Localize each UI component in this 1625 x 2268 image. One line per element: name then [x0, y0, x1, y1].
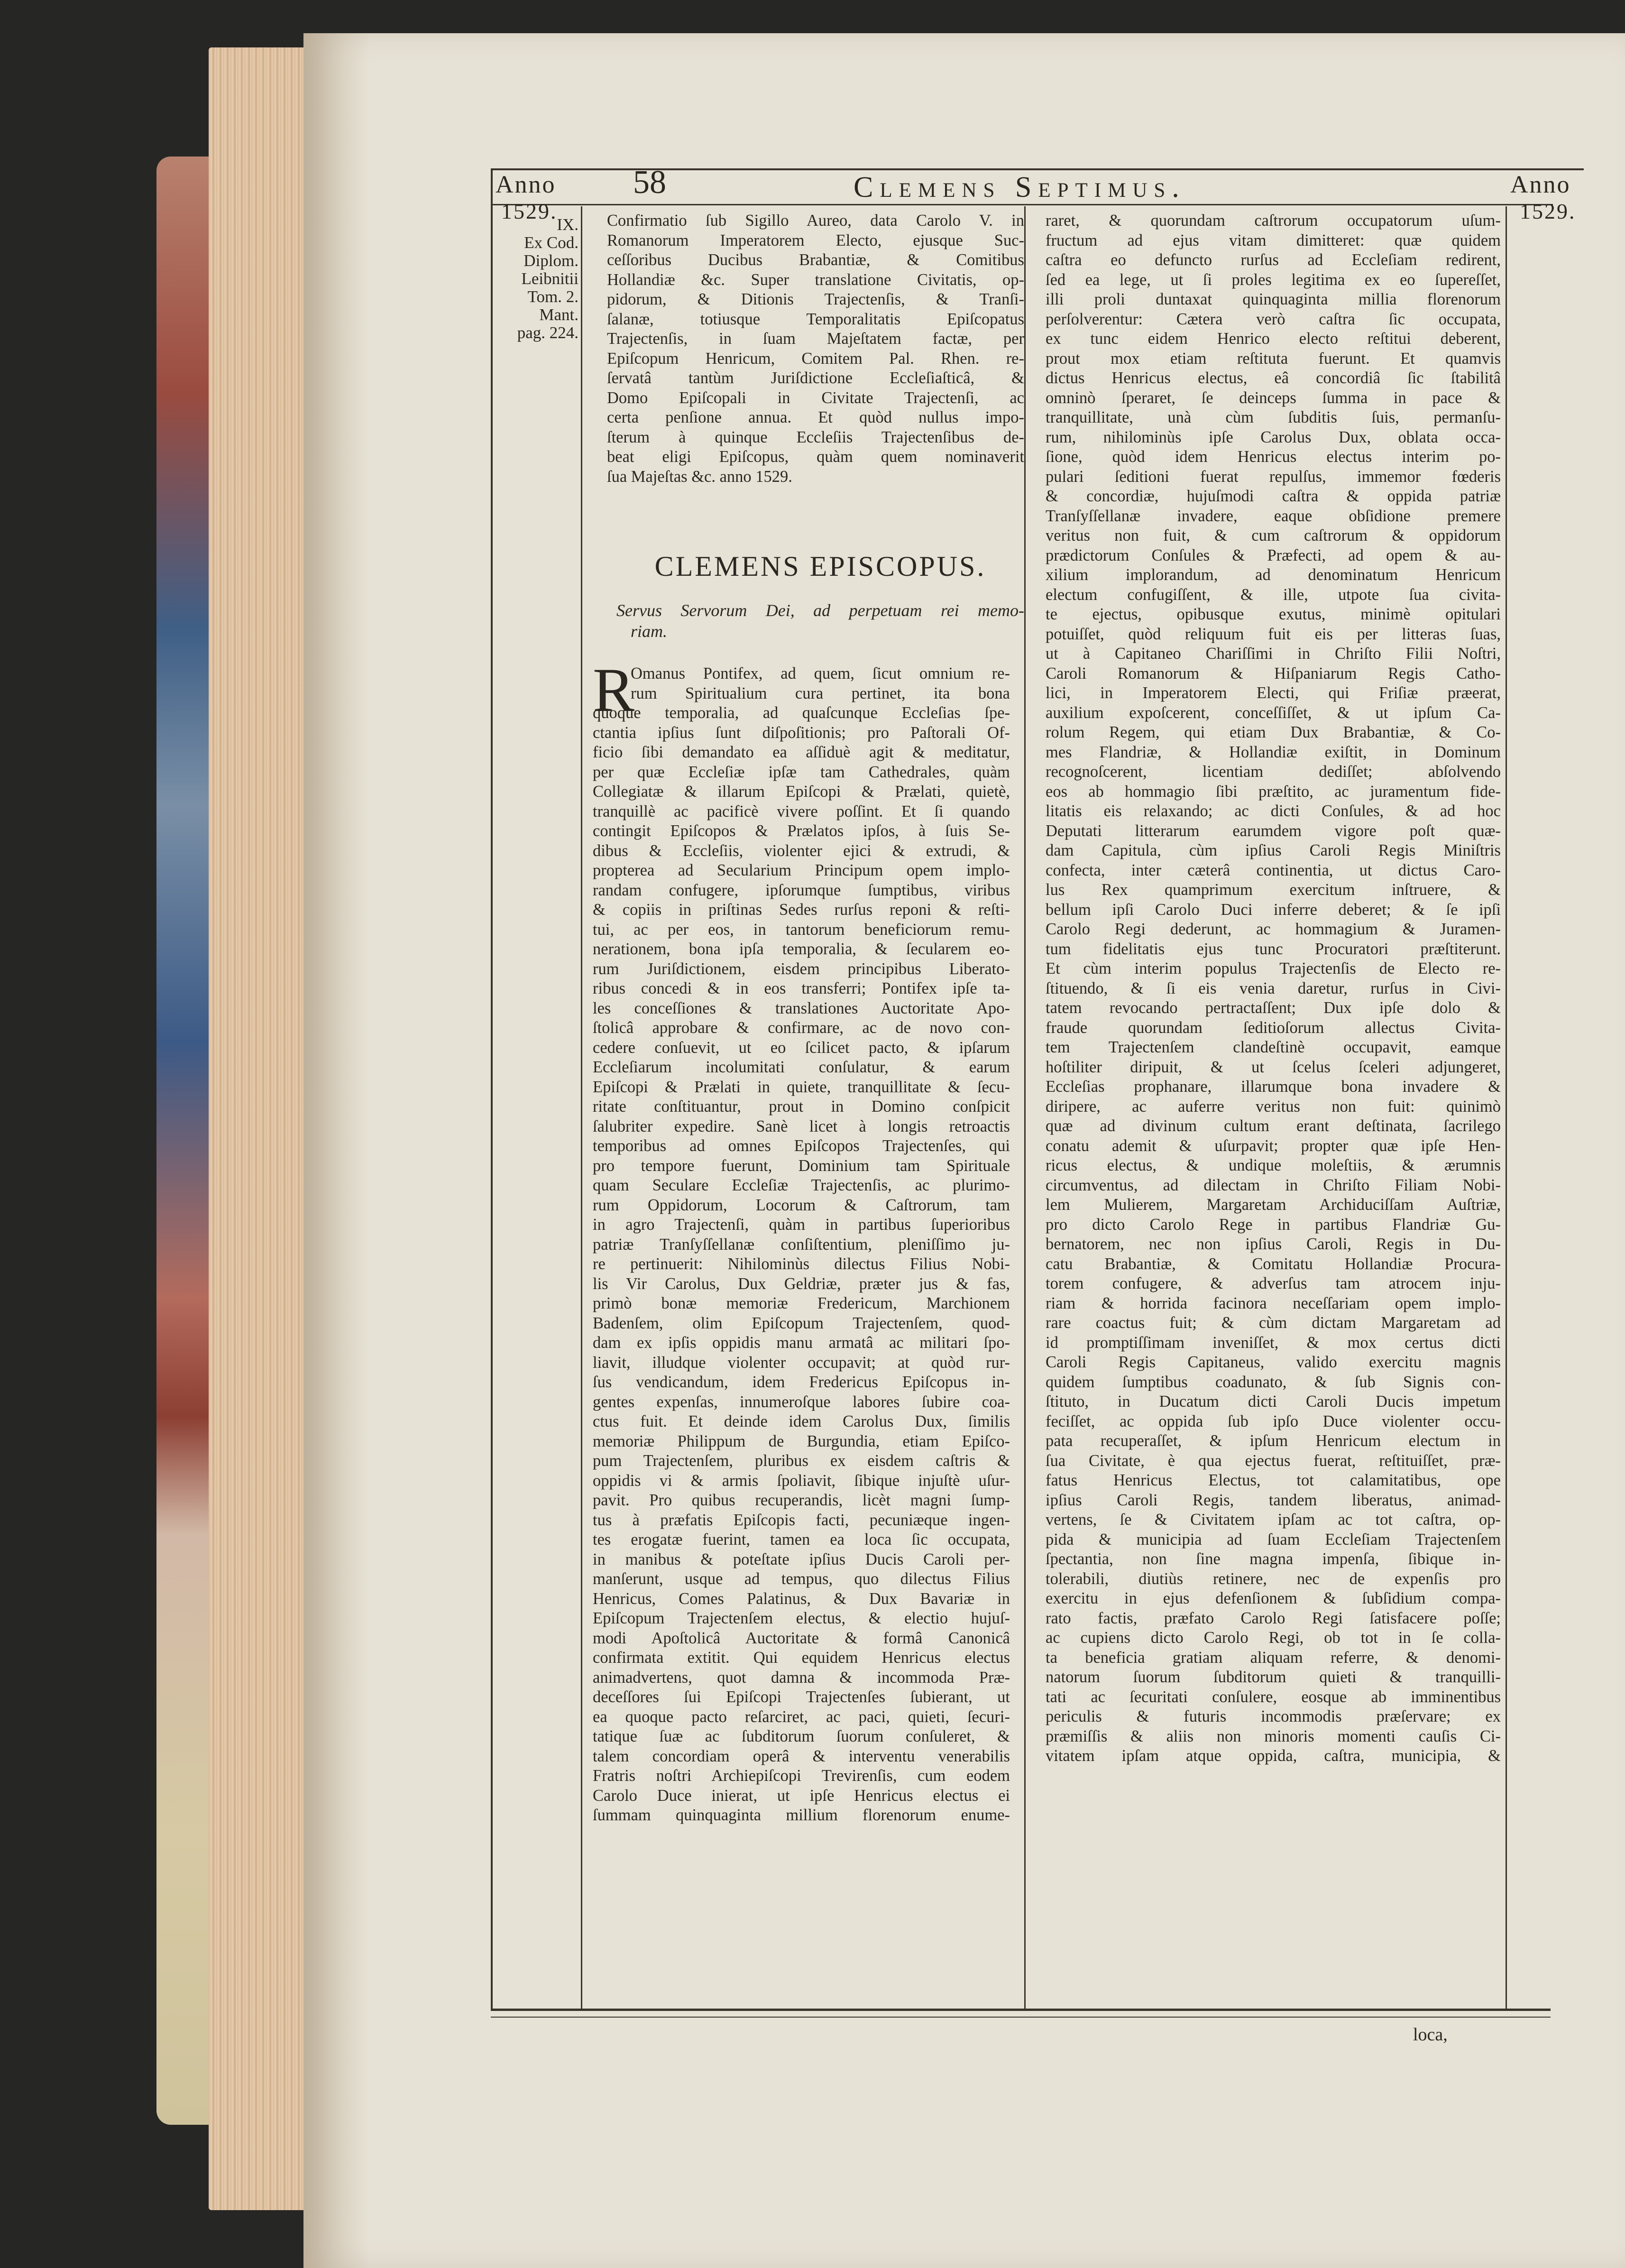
margin-note	[498, 216, 578, 342]
frame-rule-bottom-thin	[491, 2017, 1551, 2018]
body-line: riam & horrida facinora neceſſariam opem implo-	[1046, 1294, 1501, 1312]
margin-note-line: pag. 224.	[517, 323, 578, 342]
summary-line: ſterum à quinque Eccleſiis Trajectenſibus de-	[607, 428, 1024, 446]
body-line: ut à Capitaneo Chariſſimi in Chriſto Filii Noſtri,	[1046, 645, 1501, 663]
body-line: Badenſem, olim Epiſcopum Trajectenſem, quod-	[593, 1314, 1010, 1332]
subheading-line: Servus Servorum Dei, ad perpetuam rei memo-	[616, 601, 1024, 620]
body-line: Carolo Regi dederunt, ac hommagium & Juramen-	[1046, 920, 1501, 938]
body-line: animadvertens, quot damna & incommoda Præ-	[593, 1668, 1010, 1687]
gutter-shadow	[303, 33, 370, 2268]
body-line: ſtolicâ approbare & confirmare, ac de novo con-	[593, 1019, 1010, 1037]
body-line: feciſſet, ac oppida ſub ipſo Duce violenter occu-	[1046, 1412, 1501, 1430]
body-line: dibus & Eccleſiis, violenter ejici & extrudi, &	[593, 841, 1010, 860]
summary-line: ſua Majeſtas &c. anno 1529.	[607, 467, 792, 486]
body-line: les conceſſiones & translationes Auctoritate Apo-	[593, 999, 1010, 1017]
margin-note-line: Ex Cod.	[524, 233, 578, 252]
body-line: Et cùm interim populus Trajectenſis de Electo re-	[1046, 959, 1501, 977]
body-line: Caroli Romanorum & Hiſpaniarum Regis Catho-	[1046, 664, 1501, 682]
body-line: illi proli duntaxat quinquaginta millia florenorum	[1046, 290, 1501, 308]
body-line: lus Rex quamprimum exercitum inſtruere, &	[1046, 881, 1501, 899]
summary-block	[607, 211, 1024, 487]
body-line: lis Vir Carolus, Dux Geldriæ, præter jus & fas,	[593, 1274, 1010, 1293]
body-line: pata recuperaſſet, & ipſum Henricum electum in	[1046, 1432, 1501, 1450]
body-line: potuiſſet, quòd reliquum fuit eis per litteras ſuas,	[1046, 625, 1501, 643]
body-line: Deputati litterarum earumdem vigore poſt quæ-	[1046, 821, 1501, 840]
body-line: gentes expenſas, innumeroſque labores ſubire coa-	[593, 1392, 1010, 1411]
body-line: rum Juriſdictionem, eisdem principibus Liberato-	[593, 959, 1010, 978]
anno-right-label: Anno	[1510, 171, 1571, 198]
body-line: tatique ſuæ ac ſubditorum ſuorum conſuleret, &	[593, 1727, 1010, 1745]
body-line: lem Mulierem, Margaretam Archiduciſſam Auſtriæ,	[1046, 1196, 1501, 1214]
body-line: vitatem ipſam atque oppida, caſtra, municipia, &	[1046, 1747, 1501, 1765]
body-line: Henricus, Comes Palatinus, & Dux Bavariæ in	[593, 1589, 1010, 1608]
body-line: confirmata extitit. Qui equidem Henricus electus	[593, 1649, 1010, 1667]
body-line: fraude quorundam ſeditioſorum allectus Civita-	[1046, 1018, 1501, 1037]
body-line: rum, nihilominùs ipſe Carolus Dux, oblata occa-	[1046, 428, 1501, 446]
body-line: Caroli Regis Capitaneus, valido exercitu magnis	[1046, 1353, 1501, 1371]
body-line: pida & municipia ad ſuam Eccleſiam Trajectenſem	[1046, 1530, 1501, 1549]
body-line: tranquillitate, unà cùm ſubditis ſuis, permanſu-	[1046, 408, 1501, 426]
body-line: id promptiſſimam inveniſſet, & mox certus dicti	[1046, 1333, 1501, 1352]
catchword: loca,	[1413, 2025, 1448, 2045]
body-line: Carolo Duce inierat, ut ipſe Henricus electus ei	[593, 1786, 1010, 1805]
body-line: temporibus ad omnes Epiſcopos Trajectenſes, qui	[593, 1137, 1010, 1155]
body-line: ſus vendicandum, idem Fredericus Epiſcopus in-	[593, 1373, 1010, 1391]
body-line: ſalubriter expedire. Sanè licet à longis retroactis	[593, 1117, 1010, 1135]
summary-line: Romanorum Imperatorem Electo, ejusque Suc-	[607, 231, 1024, 249]
body-line: tolerabili, diutiùs retinere, nec de expenſis pro	[1046, 1569, 1501, 1588]
body-line: talem concordiam operâ & interventu venerabilis	[593, 1747, 1010, 1765]
body-line: patriæ Tranſyſſellanæ conſiſtentium, pleniſſimo ju-	[593, 1235, 1010, 1254]
body-line: rum Spiritualium cura pertinet, ita bona	[631, 684, 1010, 702]
body-line: Fratris noſtri Archiepiſcopi Trevirenſis, cum eodem	[593, 1767, 1010, 1785]
body-line: ſione, quòd idem Henricus electus interim po-	[1046, 448, 1501, 466]
body-line: natorum ſuorum ſubditorum quieti & tranquilli-	[1046, 1668, 1501, 1686]
body-line: caſtra eo defuncto rurſus ad Eccleſiam redirent,	[1046, 251, 1501, 269]
body-line: præmiſſis & aliis non minoris momenti cauſis Ci-	[1046, 1727, 1501, 1745]
body-line: Collegiatæ & illarum Epiſcopi & Prælati, quietè,	[593, 783, 1010, 801]
body-line: rato factis, præfato Carolo Regi ſatisfacere poſſe;	[1046, 1609, 1501, 1627]
margin-column-rule	[581, 206, 582, 2009]
body-line: ſtituto, in Ducatum dicti Caroli Ducis impetum	[1046, 1392, 1501, 1411]
body-line: raret, & quorundam caſtrorum occupatorum uſum-	[1046, 212, 1501, 230]
body-line: hoſtiliter diripuit, & ut ſcelus ſceleri adjungeret,	[1046, 1058, 1501, 1076]
body-line: Epiſcopi & Prælati in quiete, tranquillitate & ſecu-	[593, 1078, 1010, 1096]
body-line: ctantia ipſius ſunt diſpoſitionis; pro Paſtorali Of-	[593, 723, 1010, 742]
body-line: & concordiæ, hujuſmodi caſtra & oppida patriæ	[1046, 487, 1501, 505]
body-line: ſpectantia, non ſine magna impenſa, ſibique in-	[1046, 1550, 1501, 1568]
body-line: pavit. Pro quibus recuperandis, licèt magni ſump-	[593, 1491, 1010, 1509]
body-line: rare coactus fuit; & cùm dictam Margaretam ad	[1046, 1314, 1501, 1332]
body-line: tranquillè ac pacificè vivere poſſint. Et ſi quando	[593, 802, 1010, 821]
summary-line: ceſſoribus Ducibus Brabantiæ, & Comitibus	[607, 251, 1024, 269]
body-line: Omanus Pontifex, ad quem, ſicut omnium re-	[631, 664, 1010, 682]
body-line: bernatorem, nec non ipſius Caroli, Regis in Du-	[1046, 1235, 1501, 1253]
body-line: veritus non fuit, & cum caſtrorum & oppidorum	[1046, 526, 1501, 544]
body-line: vertens, ſe & Civitatem ipſam ac tot caſtra, op-	[1046, 1511, 1501, 1529]
body-line: bellum ipſi Carolo Duci inferre deberet; & ſe ipſi	[1046, 900, 1501, 919]
summary-line: Domo Epiſcopali in Civitate Trajectenſi, ac	[607, 388, 1024, 407]
body-line: Eccleſias prophanare, illarumque bona invadere &	[1046, 1078, 1501, 1096]
body-line: lici, in Imperatorem Electi, qui Friſiæ præerat,	[1046, 684, 1501, 702]
body-line: circumventus, ad dilectam in Chriſto Filiam Nobi-	[1046, 1176, 1501, 1194]
body-line: tes erogatæ fuerint, tamen ea loca ſic occupata,	[593, 1530, 1010, 1549]
body-line: ſummam quinquaginta millium florenorum enume-	[593, 1806, 1010, 1824]
body-line: prout mox etiam reſtituta fuerunt. Et quamvis	[1046, 349, 1501, 368]
center-column-rule	[1024, 206, 1026, 2009]
body-line: ſtituendo, & ſi eis venia daretur, rurſus in Civi-	[1046, 979, 1501, 997]
body-line: eos ab hommagio ſibi præſtito, ac juramentum fide-	[1046, 782, 1501, 801]
body-line: ac cupiens dicto Carolo Regi, ob tot in ſe colla-	[1046, 1629, 1501, 1647]
body-line: tus à præfatis Epiſcopis facti, pecuniæque ingen-	[593, 1511, 1010, 1529]
body-line: re pertinuerit: Nihilominùs dilectus Filius Nobi-	[593, 1255, 1010, 1273]
margin-note-line: Tom. 2.	[527, 287, 578, 306]
body-line: pulari ſeditioni fuerat repulſus, immemor fœderis	[1046, 467, 1501, 486]
body-line: tem Trajectenſem clandeſtinè occupavit, eamque	[1046, 1038, 1501, 1056]
running-title: Clemens Septimus.	[854, 171, 1186, 203]
body-line: fructum ad ejus vitam dimitteret: quæ quidem	[1046, 231, 1501, 249]
frame-rule-bottom	[491, 2009, 1551, 2011]
body-line: dictus Henricus electus, eâ concordiâ ſic ſtabilitâ	[1046, 369, 1501, 387]
summary-line: Trajectenſis, in ſuam Majeſtatem factæ, per	[607, 330, 1024, 348]
body-line: ricus electus, & undique moleſtiis, & ærumnis	[1046, 1156, 1501, 1174]
body-line: perſolverentur: Cætera verò caſtra ſic occupata,	[1046, 310, 1501, 328]
summary-line: beat eligi Epiſcopus, quàm quem nominaverit	[607, 448, 1024, 466]
body-line: pro tempore fuerunt, Dominium tam Spirituale	[593, 1156, 1010, 1175]
body-left-column	[593, 655, 1024, 1825]
anno-right	[1510, 172, 1586, 225]
body-line: mes Flandriæ, & Hollandiæ exiſtit, in Dominum	[1046, 743, 1501, 761]
section-subheading	[616, 600, 1024, 642]
margin-note-line: Leibnitii	[521, 269, 578, 288]
body-line: oppidis vi & armis ſpoliavit, ſibique injuſtè uſur-	[593, 1471, 1010, 1490]
body-line: xilium implorandum, ad denominatum Henricum	[1046, 566, 1501, 584]
body-line: manſerunt, usque ad tempus, quo dilectus Filius	[593, 1570, 1010, 1588]
summary-line: Epiſcopum Henricum, Comitem Pal. Rhen. re-	[607, 349, 1024, 368]
summary-line: pidorum, & Ditionis Trajectenſis, & Tranſi-	[607, 290, 1024, 308]
body-line: omninò ſperaret, ſe deinceps ſumma in pace &	[1046, 388, 1501, 407]
body-line: recognoſcerent, licentiam dediſſet; abſolvendo	[1046, 763, 1501, 781]
page-number: 58	[633, 164, 666, 201]
body-line: confecta, inter cæterâ continentia, ut dictus Caro-	[1046, 861, 1501, 879]
summary-line: certa penſione annua. Et quòd nullus impo-	[607, 408, 1024, 426]
margin-note-line: Mant.	[539, 305, 578, 324]
summary-line: ſalanæ, totiusque Temporalitatis Epiſcopatus	[607, 310, 1024, 328]
body-line: & copiis in priſtinas Sedes rurſus reponi & reſti-	[593, 901, 1010, 919]
anno-left-year: 1529.	[501, 199, 558, 223]
body-line: pro dicto Carolo Rege in partibus Flandriæ Gu-	[1046, 1215, 1501, 1234]
body-line: quidem ſumptibus coadunato, & ſub Signis con-	[1046, 1373, 1501, 1391]
body-line: per quæ Eccleſiæ ipſæ tam Cathedrales, quàm	[593, 763, 1010, 781]
body-line: torem confugere, & adverſus tam atrocem inju-	[1046, 1274, 1501, 1292]
body-line: tati ac ſecuritati conſulere, eosque ab imminentibus	[1046, 1687, 1501, 1706]
margin-note-line: IX.	[557, 215, 578, 234]
summary-line: Confirmatio ſub Sigillo Aureo, data Carolo V. in	[607, 212, 1024, 230]
body-line: periculis & futuris incommodis præſervare; ex	[1046, 1707, 1501, 1725]
body-line: Tranſyſſellanæ invadere, eaque obſidione premere	[1046, 507, 1501, 525]
body-line: fatus Henricus Electus, tot calamitatibus, ope	[1046, 1471, 1501, 1489]
body-line: conatu ademit & uſurpavit; propter quæ ipſe Hen-	[1046, 1136, 1501, 1155]
body-line: tui, ac per eos, in tantorum beneficiorum remu-	[593, 920, 1010, 939]
body-line: diripere, ac auferre veritus non fuit: quinimò	[1046, 1097, 1501, 1116]
body-line: auxilium expoſcerent, conceſſiſſet, & ut ipſum Ca-	[1046, 703, 1501, 722]
drop-cap: R	[593, 655, 635, 725]
anno-left-label: Anno	[496, 171, 556, 198]
body-line: primò bonæ memoriæ Fredericum, Marchionem	[593, 1294, 1010, 1312]
body-line: contingit Epiſcopos & Prælatos ipſos, à ſuis Se-	[593, 822, 1010, 840]
body-line: ea quoque pacto reſarciret, ac paci, quieti, ſecuri-	[593, 1707, 1010, 1726]
body-line: rum Oppidorum, Locorum & Caſtrorum, tam	[593, 1196, 1010, 1214]
body-line: Epiſcopum Trajectenſem electus, & electio hujuſ-	[593, 1609, 1010, 1627]
body-line: ex tunc eidem Henrico electo reſtitui deberent,	[1046, 330, 1501, 348]
body-line: Eccleſiarum incolumitati conſulatur, & earum	[593, 1058, 1010, 1076]
summary-line: Hollandiæ &c. Super translatione Civitatis, op-	[607, 270, 1024, 289]
body-line: ta beneficia gratiam aliquam referre, & denomi-	[1046, 1648, 1501, 1667]
subheading-line: riam.	[631, 622, 668, 641]
body-line: ficio ſibi demandato ea aſſiduè agit & meditatur,	[593, 743, 1010, 761]
body-right-column	[1046, 211, 1503, 1766]
body-line: randam confugere, ipſorumque ſumptibus, viribus	[593, 881, 1010, 899]
margin-note-line: Diplom.	[523, 251, 578, 270]
body-line: in manibus & poteſtate ipſius Ducis Caroli per-	[593, 1550, 1010, 1568]
body-line: quoque temporalia, ad quaſcunque Eccleſias ſpe-	[593, 704, 1010, 722]
body-line: catu Brabantiæ, & Comitatu Hollandiæ Procura-	[1046, 1254, 1501, 1273]
body-line: tum fidelitatis ejus tunc Procuratori præſtiterunt.	[1046, 940, 1501, 958]
body-line: dam ex ipſis oppidis manu armatâ ac militari ſpo-	[593, 1334, 1010, 1352]
body-line: quæ ad divinum cultum erant deſtinata, ſacrilego	[1046, 1117, 1501, 1135]
anno-right-year: 1529.	[1520, 199, 1576, 223]
summary-line: ſervatâ tantùm Juriſdictione Eccleſiaſticâ, &	[607, 369, 1024, 387]
body-line: dam Capitula, cùm ipſius Caroli Regis Miniſtris	[1046, 841, 1501, 859]
body-line: te ejectus, opibusque exutus, minimè opitulari	[1046, 605, 1501, 623]
body-line: tatem revocando pertractaſſent; Dux ipſe dolo &	[1046, 999, 1501, 1017]
body-line: ſed ea lege, ut ſi proles legitima ex eo ſupereſſet,	[1046, 270, 1501, 289]
body-line: cedere conſuevit, ut eo ſcilicet pacto, & ipſarum	[593, 1038, 1010, 1057]
body-line: propterea ad Secularium Principum opem implo-	[593, 861, 1010, 879]
body-line: ſua Civitate, è qua ejectus fuerat, reſtituiſſet, præ-	[1046, 1451, 1501, 1470]
body-line: ritate conſtituantur, prout in Domino conſpicit	[593, 1097, 1010, 1116]
section-heading: CLEMENS EPISCOPUS.	[654, 551, 986, 582]
body-line: in agro Trajectenſi, quàm in partibus ſuperioribus	[593, 1216, 1010, 1234]
body-line: ipſius Caroli Regis, tandem liberatus, animad-	[1046, 1491, 1501, 1509]
body-line: liavit, illudque violenter occupavit; at quòd rur-	[593, 1353, 1010, 1372]
body-line: electum confugiſſent, & ille, utpote ſua civita-	[1046, 585, 1501, 604]
right-column-rule	[1506, 206, 1507, 2009]
body-line: rolum Regem, qui etiam Dux Brabantiæ, & Co-	[1046, 723, 1501, 741]
page-edges	[209, 47, 308, 2210]
body-line: ribus concedi & in eos transferri; Pontifex ipſe ta-	[593, 979, 1010, 997]
body-line: deceſſores ſui Epiſcopi Trajectenſes ſubierant, ut	[593, 1688, 1010, 1706]
body-line: prædictorum Conſules & Præfecti, ad opem & au-	[1046, 546, 1501, 564]
body-line: litatis eis relaxando; ac dicti Conſules, & ad hoc	[1046, 802, 1501, 820]
body-line: quam Seculare Eccleſiæ Trajectenſis, ac plurimo-	[593, 1176, 1010, 1194]
frame-rule-left	[491, 168, 493, 2009]
body-line: ctus fuit. Et deinde idem Carolus Dux, ſimilis	[593, 1412, 1010, 1430]
body-line: exercitu in ejus defenſionem & ſubſidium compa-	[1046, 1589, 1501, 1607]
body-line: nerationem, bona ipſa temporalia, & ſecularem eo-	[593, 940, 1010, 958]
body-line: modi Apoſtolicâ Auctoritate & formâ Canonicâ	[593, 1629, 1010, 1647]
body-line: pum Trajectenſem, pluribus ex eisdem caſtris &	[593, 1452, 1010, 1470]
body-line: memoriæ Philippum de Burgundia, etiam Epiſco-	[593, 1432, 1010, 1450]
